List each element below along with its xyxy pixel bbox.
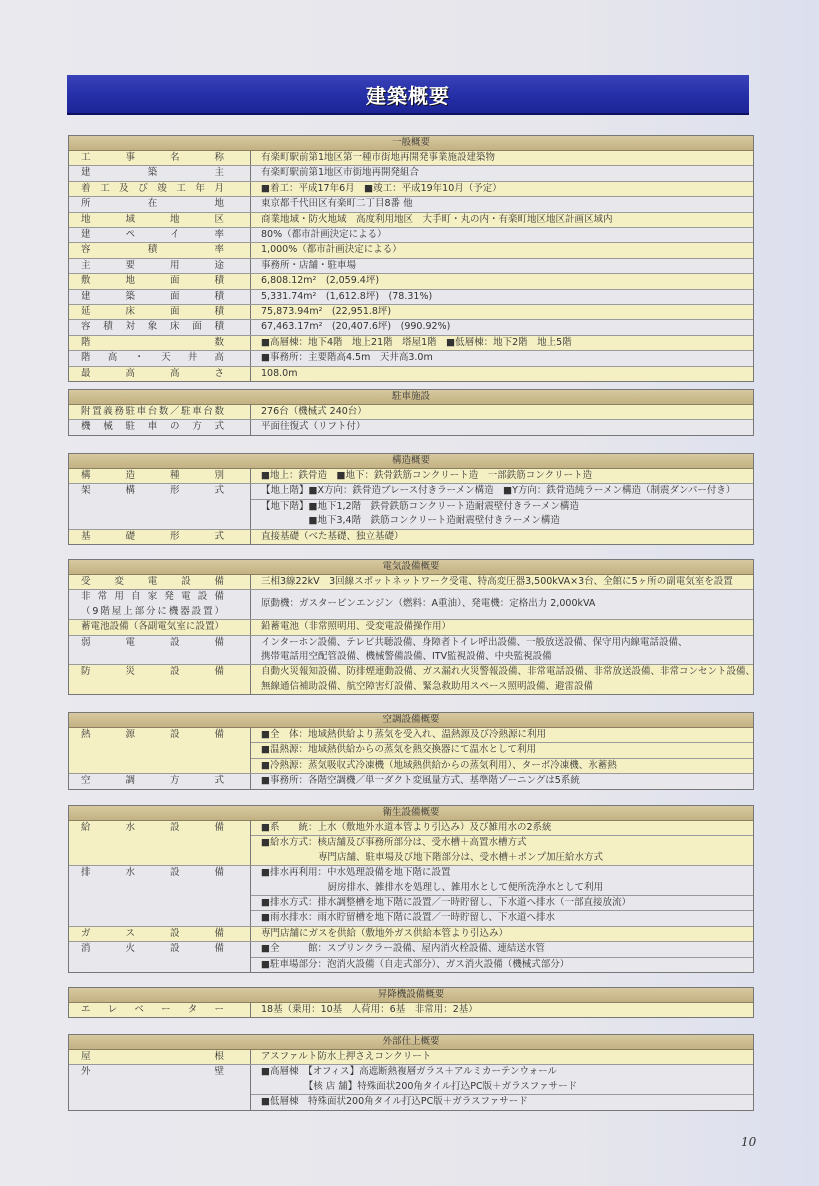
value-cell	[251, 636, 753, 665]
section-header: 一般概要	[69, 136, 753, 151]
value-line: 67,463.17m² (20,407.6坪) (990.92%)	[261, 321, 451, 333]
table-row	[69, 469, 753, 483]
value-line: ■着工：平成17年6月 ■竣工：平成19年10月（予定）	[261, 182, 502, 194]
value-line: ■温熱源：地域熱供給からの蒸気を熱交換器にて温水として利用	[261, 744, 536, 756]
row-label-line: 延床面積	[81, 306, 224, 318]
value-line: 18基（乗用：10基 人荷用：6基 非常用：2基）	[261, 1004, 478, 1015]
table-row	[69, 289, 753, 304]
value-line: ■全 館：スプリンクラー設備、屋内消火栓設備、連結送水管	[261, 943, 545, 955]
row-label-line: （9階屋上部分に機器設置）	[81, 605, 224, 617]
table-row	[69, 926, 753, 941]
row-label	[69, 274, 251, 288]
table-row	[69, 242, 753, 257]
value-line: ■冷熱源：蒸気吸収式冷凍機（地域熱供給からの蒸気利用）、ターボ冷凍機、氷蓄熱	[261, 759, 617, 771]
row-label	[69, 151, 251, 165]
value-line: インターホン設備、テレビ共聴設備、身障者トイレ呼出設備、一般放送設備、保守用内線電話設備、	[261, 636, 688, 648]
row-label-line: 構造種別	[81, 470, 224, 481]
row-label	[69, 305, 251, 319]
value-line: 携帯電話用空配管設備、機械警備設備、ITV監視設備、中央監視設備	[261, 651, 552, 663]
value-line: 【地下階】■地下1,2階 鉄骨鉄筋コンクリート造耐震壁付きラーメン構造	[261, 500, 579, 512]
value-cell	[251, 821, 753, 835]
table-row	[69, 405, 753, 419]
row-label-line: ガス設備	[81, 927, 224, 939]
value-cell	[251, 197, 753, 211]
value-cell	[251, 835, 753, 865]
section-header: 衛生設備概要	[69, 806, 753, 821]
table-row	[69, 212, 753, 227]
spec-table	[68, 389, 754, 436]
row-label-line: 附置義務駐車台数／駐車台数	[81, 406, 224, 417]
value-cell	[251, 243, 753, 257]
row-label	[69, 590, 251, 619]
value-line: アスファルト防水上押さえコンクリート	[261, 1051, 432, 1062]
section-header: 外部仕上概要	[69, 1035, 753, 1050]
table-row	[69, 151, 753, 165]
row-values	[251, 665, 755, 694]
value-cell	[251, 259, 753, 273]
value-line: ■事務所：主要階高4.5m 天井高3.0m	[261, 352, 433, 364]
table-row	[69, 258, 753, 273]
row-label	[69, 1050, 251, 1064]
value-line: ■系 統：上水（敷地外水道本管より引込み）及び雑用水の2系統	[261, 822, 552, 833]
value-line: ■高層棟：地下4階 地上21階 塔屋1階 ■低層棟：地下2階 地上5階	[261, 336, 572, 348]
value-line: 鉛蓄電池（非常照明用、受変電設備操作用）	[261, 621, 452, 633]
row-label-line: 建築主	[81, 167, 224, 179]
value-cell	[251, 274, 753, 288]
value-cell	[251, 320, 753, 334]
spec-table	[68, 712, 754, 790]
value-line: 商業地域・防火地域 高度利用地区 大手町・丸の内・有楽町地区地区計画区域内	[261, 213, 613, 225]
row-label-line: 敷地面積	[81, 275, 224, 287]
value-cell	[251, 758, 753, 773]
value-line: 原動機：ガスタービンエンジン（燃料：A重油）、発電機：定格出力 2,000kVA	[261, 598, 596, 610]
row-label-line: 主要用途	[81, 259, 224, 271]
row-values	[251, 151, 753, 165]
row-label	[69, 1065, 251, 1109]
row-label	[69, 336, 251, 350]
value-cell	[251, 742, 753, 757]
value-cell	[251, 665, 755, 694]
value-cell	[251, 942, 753, 956]
table-row	[69, 575, 753, 589]
table-row	[69, 589, 753, 619]
section-header: 電気設備概要	[69, 560, 753, 575]
row-label	[69, 728, 251, 773]
value-cell	[251, 530, 753, 544]
value-line: ■雨水排水：雨水貯留槽を地下階に設置／一時貯留し、下水道へ排水	[261, 912, 555, 924]
value-line: 【核 店 舗】特殊面状200角タイル打込PC版＋ガラスファサード	[261, 1080, 578, 1092]
value-line: ■給水方式：核店舗及び事務所部分は、受水槽＋高置水槽方式	[261, 837, 527, 849]
table-row	[69, 619, 753, 634]
table-row	[69, 350, 753, 365]
row-values	[251, 243, 753, 257]
table-row	[69, 419, 753, 434]
row-label	[69, 182, 251, 196]
row-values	[251, 1050, 753, 1064]
value-line: 【地上階】■X方向：鉄骨造ブレース付きラーメン構造 ■Y方向：鉄骨造純ラーメン構造（制震ダンパー付き）	[261, 485, 736, 497]
row-values	[251, 942, 753, 972]
table-row	[69, 529, 753, 544]
row-label	[69, 197, 251, 211]
value-cell	[251, 895, 753, 910]
value-line: 5,331.74m² (1,612.8坪) (78.31%)	[261, 290, 433, 302]
row-label	[69, 484, 251, 528]
row-label-line: エレベーター	[81, 1004, 224, 1015]
row-label	[69, 367, 251, 381]
value-cell	[251, 367, 753, 381]
row-label-line: 階高・天井高	[81, 352, 224, 364]
row-label-line: 防災設備	[81, 666, 224, 678]
value-cell	[251, 166, 753, 180]
row-label-line: 着工及び竣工年月	[81, 182, 224, 194]
row-label	[69, 243, 251, 257]
section-header: 空調設備概要	[69, 713, 753, 728]
row-label	[69, 665, 251, 694]
table-row	[69, 366, 753, 381]
row-label	[69, 166, 251, 180]
row-label-line: 建ペイ率	[81, 229, 224, 241]
spec-table	[68, 453, 754, 545]
value-line: 専門店舗にガスを供給（敷地外ガス供給本管より引込み）	[261, 927, 509, 939]
row-label-line: 排水設備	[81, 867, 224, 879]
row-values	[251, 575, 753, 589]
row-values	[251, 228, 753, 242]
row-values	[251, 367, 753, 381]
value-cell	[251, 213, 753, 227]
value-cell	[251, 405, 753, 419]
value-cell	[251, 957, 753, 972]
row-label-line: 架構形式	[81, 485, 224, 497]
value-line: 三相3線22kV 3回線スポットネットワーク受電、特高変圧器3,500kVA×3台、全館に5ヶ所の副電気室を設置	[261, 576, 733, 587]
section-header: 駐車施設	[69, 390, 753, 405]
spec-table	[68, 1034, 754, 1111]
row-label-line: 容積率	[81, 244, 224, 256]
value-cell	[251, 469, 753, 483]
table-row	[69, 664, 756, 694]
value-cell	[251, 290, 753, 304]
value-cell	[251, 927, 753, 941]
row-label	[69, 927, 251, 941]
row-label-line: 建築面積	[81, 290, 224, 302]
value-cell	[251, 620, 753, 634]
row-label-line: 受変電設備	[81, 576, 224, 587]
row-values	[251, 620, 753, 634]
row-label	[69, 259, 251, 273]
row-label-line: 非常用自家発電設備	[81, 591, 224, 603]
table-row	[69, 773, 753, 788]
value-cell	[251, 1003, 753, 1017]
value-cell	[251, 151, 753, 165]
row-label	[69, 469, 251, 483]
value-line: ■駐車場部分：泡消火設備（自走式部分）、ガス消火設備（機械式部分）	[261, 958, 570, 970]
value-cell	[251, 866, 753, 895]
row-label-line: 工事名称	[81, 152, 224, 163]
row-values	[251, 259, 753, 273]
value-line: 無線通信補助設備、航空障害灯設備、緊急救助用スペース照明設備、避雷設備	[261, 680, 594, 692]
row-label-line: 屋根	[81, 1051, 224, 1062]
value-line: 平面往復式（リフト付）	[261, 421, 366, 433]
table-row	[69, 728, 753, 773]
section-header: 構造概要	[69, 454, 753, 469]
row-values	[251, 590, 753, 619]
row-values	[251, 927, 753, 941]
row-label	[69, 405, 251, 419]
value-cell	[251, 774, 753, 788]
value-cell	[251, 590, 753, 619]
value-line: 1,000%（都市計画決定による）	[261, 244, 402, 256]
row-label	[69, 290, 251, 304]
value-line: ■低層棟 特殊面状200角タイル打込PC版＋ガラスファサード	[261, 1096, 528, 1108]
table-row	[69, 181, 753, 196]
value-cell	[251, 484, 753, 498]
row-values	[251, 469, 753, 483]
value-line: ■全 体：地域熱供給より蒸気を受入れ、温熱源及び冷熱源に利用	[261, 729, 547, 740]
value-cell	[251, 228, 753, 242]
row-values	[251, 1003, 753, 1017]
row-values	[251, 866, 753, 926]
table-row	[69, 1003, 753, 1017]
value-line: ■地上：鉄骨造 ■地下：鉄骨鉄筋コンクリート造 一部鉄筋コンクリート造	[261, 470, 593, 481]
row-values	[251, 305, 753, 319]
row-label-line: 最高高さ	[81, 367, 224, 379]
row-label-line: 蓄電池設備（各副電気室に設置）	[81, 621, 224, 633]
table-row	[69, 335, 753, 350]
row-values	[251, 1065, 753, 1109]
value-line: 専門店舗、駐車場及び地下階部分は、受水槽＋ポンプ加圧給水方式	[261, 851, 604, 863]
row-values	[251, 320, 753, 334]
value-line: 東京都千代田区有楽町二丁目8番 他	[261, 198, 413, 210]
value-line: ■排水再利用：中水処理設備を地下階に設置	[261, 867, 451, 879]
row-values	[251, 484, 753, 528]
row-values	[251, 166, 753, 180]
table-row	[69, 941, 753, 972]
row-label	[69, 575, 251, 589]
table-row	[69, 483, 753, 528]
row-values	[251, 336, 753, 350]
value-line: ■排水方式：排水調整槽を地下階に設置／一時貯留し、下水道へ排水（一部直接放流）	[261, 897, 631, 909]
value-line: 75,873.94m² (22,951.8坪)	[261, 306, 392, 318]
row-label	[69, 821, 251, 865]
value-line: 6,808.12m² (2,059.4坪)	[261, 275, 380, 287]
section-header: 昇降機設備概要	[69, 988, 753, 1003]
row-label-line: 外壁	[81, 1066, 224, 1078]
value-line: 80%（都市計画決定による）	[261, 229, 387, 241]
row-values	[251, 774, 753, 788]
row-label-line: 空調方式	[81, 775, 224, 787]
spec-table	[68, 987, 754, 1018]
table-row	[69, 635, 753, 665]
value-cell	[251, 420, 753, 434]
row-values	[251, 405, 753, 419]
value-cell	[251, 305, 753, 319]
row-values	[251, 530, 753, 544]
table-row	[69, 865, 753, 926]
row-values	[251, 290, 753, 304]
table-row	[69, 273, 753, 288]
row-values	[251, 213, 753, 227]
row-values	[251, 728, 753, 773]
value-cell	[251, 575, 753, 589]
row-values	[251, 821, 753, 865]
value-line: 事務所・店舗・駐車場	[261, 259, 357, 271]
value-cell	[251, 1050, 753, 1064]
value-line: 有楽町駅前第1地区市街地再開発組合	[261, 167, 420, 179]
row-values	[251, 274, 753, 288]
row-values	[251, 197, 753, 211]
row-label	[69, 1003, 251, 1017]
page-title: 建築概要	[366, 83, 450, 108]
row-label	[69, 213, 251, 227]
table-row	[69, 165, 753, 180]
value-cell	[251, 499, 753, 529]
value-cell	[251, 351, 753, 365]
row-label-line: 容積対象床面積	[81, 321, 224, 333]
value-line: 276台（機械式 240台）	[261, 406, 367, 417]
row-label-line: 階数	[81, 336, 224, 348]
value-line: 直接基礎（べた基礎、独立基礎）	[261, 530, 404, 542]
row-label	[69, 351, 251, 365]
value-cell	[251, 728, 753, 742]
value-cell	[251, 336, 753, 350]
value-line: 自動火災報知設備、防排煙連動設備、ガス漏れ火災警報設備、非常電話設備、非常放送設備、非常コンセント設備、	[261, 666, 756, 678]
value-cell	[251, 1065, 753, 1094]
row-label-line: 弱電設備	[81, 636, 224, 648]
page-number: 10	[741, 1135, 757, 1149]
row-label	[69, 420, 251, 434]
row-label	[69, 228, 251, 242]
table-row	[69, 304, 753, 319]
row-label	[69, 620, 251, 634]
row-label-line: 機械駐車の方式	[81, 421, 224, 433]
value-cell	[251, 182, 753, 196]
value-cell	[251, 1094, 753, 1109]
table-row	[69, 227, 753, 242]
row-label-line: 基礎形式	[81, 530, 224, 542]
row-label-line: 熱源設備	[81, 729, 224, 740]
value-line: 108.0m	[261, 367, 298, 379]
row-label	[69, 320, 251, 334]
table-row	[69, 1064, 753, 1109]
value-line: 厨房排水、雑排水を処理し、雑用水として便所洗浄水として利用	[261, 881, 604, 893]
spec-table	[68, 135, 754, 382]
row-label	[69, 866, 251, 926]
row-label	[69, 774, 251, 788]
value-cell	[251, 910, 753, 925]
spec-table	[68, 805, 754, 973]
table-row	[69, 196, 753, 211]
value-line: ■地下3,4階 鉄筋コンクリート造耐震壁付きラーメン構造	[261, 515, 560, 527]
table-row	[69, 319, 753, 334]
row-label-line: 地域地区	[81, 213, 224, 225]
row-values	[251, 420, 753, 434]
row-label-line: 消火設備	[81, 943, 224, 955]
table-row	[69, 1050, 753, 1064]
table-row	[69, 821, 753, 865]
title-banner	[67, 75, 749, 113]
spec-table	[68, 559, 754, 695]
row-values	[251, 182, 753, 196]
row-label	[69, 530, 251, 544]
row-values	[251, 351, 753, 365]
row-label	[69, 942, 251, 972]
row-label	[69, 636, 251, 665]
value-line: ■事務所：各階空調機／単一ダクト変風量方式、基準階ゾーニングは5系統	[261, 775, 580, 787]
value-line: 有楽町駅前第1地区第一種市街地再開発事業施設建築物	[261, 152, 496, 163]
row-label-line: 給水設備	[81, 822, 224, 833]
row-label-line: 所在地	[81, 198, 224, 210]
value-line: ■高層棟 【オフィス】高遮断熱複層ガラス＋アルミカーテンウォール	[261, 1066, 557, 1078]
row-values	[251, 636, 753, 665]
